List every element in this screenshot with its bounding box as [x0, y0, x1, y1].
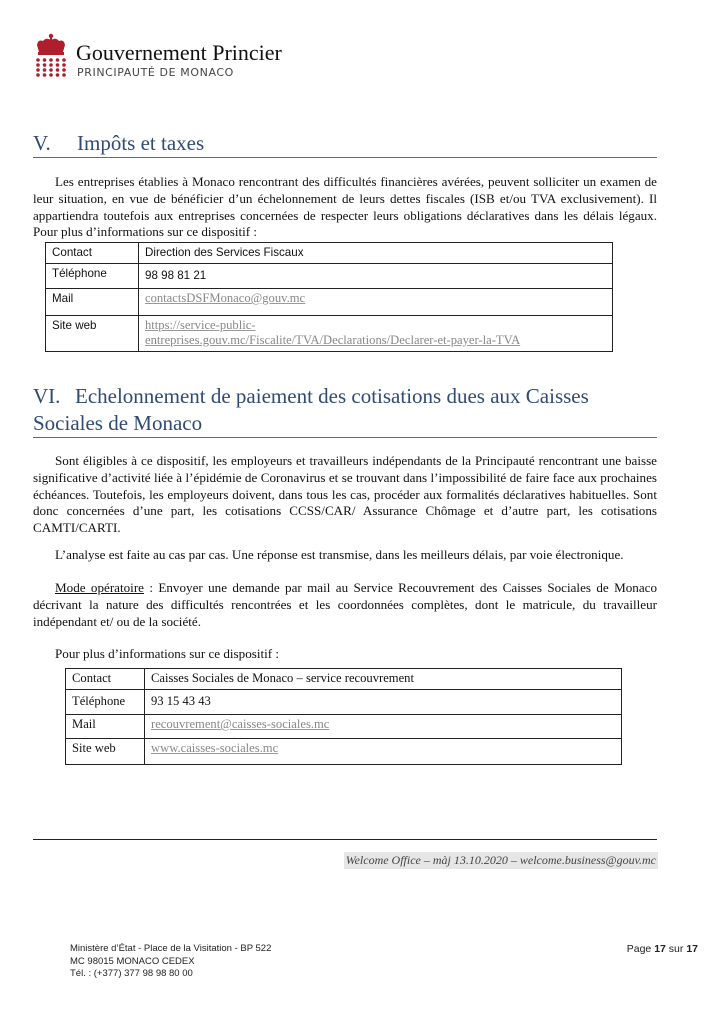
website-link-line2[interactable]: entreprises.gouv.mc/Fiscalite/TVA/Declarations/Declarer-et-payer-la-TVA [145, 333, 521, 347]
monaco-crown-logo-icon [34, 33, 68, 79]
row-label: Site web [46, 316, 139, 352]
contact-value: Caisses Sociales de Monaco – service recouvrement [145, 669, 622, 690]
table-row [66, 690, 622, 715]
section-6-mode-paragraph [33, 580, 657, 630]
section-6-number: VI. [33, 384, 61, 408]
page-separator: sur [665, 943, 687, 955]
row-label: Téléphone [66, 690, 145, 715]
mode-text: : Envoyer une demande par mail au Service Recouvrement des Caisses Sociales de Monaco décrivant la nature des difficultés rencontrées et les coordonnées complètes, dont le matricule, du travailleur indépendant et/ ou de la société. [33, 580, 657, 629]
row-label: Contact [66, 669, 145, 690]
table-row [46, 243, 613, 264]
section-5-rule [33, 157, 657, 158]
table-row [46, 316, 613, 352]
section-5-paragraph: Les entreprises établies à Monaco rencontrant des difficultés financières avérées, peuvent solliciter un examen de leur situation, en vue de bénéficier d’un échelonnement de leurs dettes fiscales (ISB et/ou TVA exclusivement). Il appartiendra toutefois aux entreprises concernées de respecter leurs obligations déclaratives dans les délais légaux. Pour plus d’informations sur ce dispositif : [33, 174, 657, 240]
table-row [66, 669, 622, 690]
row-label: Mail [46, 289, 139, 316]
page-number [627, 943, 698, 955]
table-row [66, 739, 622, 765]
mail-link[interactable]: recouvrement@caisses-sociales.mc [145, 715, 622, 739]
row-label: Mail [66, 715, 145, 739]
page-total: 17 [686, 943, 698, 955]
section-5-contact-table [45, 242, 613, 352]
footer-divider [33, 839, 657, 840]
page-current: 17 [654, 943, 666, 955]
section-6-heading [33, 383, 673, 437]
table-row [46, 264, 613, 289]
org-title: Gouvernement Princier [76, 40, 282, 65]
row-label: Contact [46, 243, 139, 264]
address-line-2: MC 98015 MONACO CEDEX [70, 955, 195, 967]
section-6-paragraph-1: Sont éligibles à ce dispositif, les employeurs et travailleurs indépendants de la Principauté rencontrant une baisse significative d’activité liée à l’épidémie de Coronavirus et se trouvant dans l’impossibilité de faire face aux prochaines échéances. Toutefois, les employeurs doivent, dans tous les cas, procéder aux formalités déclaratives habituelles. Sont donc concernées d’une part, les cotisations CCSS/CAR/ Assurance Chômage et d’autre part, les cotisations CAMTI/CARTI. [33, 453, 657, 536]
website-link[interactable] [139, 316, 613, 352]
address-line-1: Ministère d’État - Place de la Visitation - BP 522 [70, 943, 272, 954]
table-row [66, 715, 622, 739]
section-6-paragraph-3: Pour plus d’informations sur ce dispositif : [55, 646, 280, 661]
section-6-rule [33, 437, 657, 438]
row-label: Téléphone [46, 264, 139, 289]
org-subtitle: PRINCIPAUTÉ DE MONACO [77, 66, 234, 79]
section-5-heading [33, 131, 204, 156]
mode-label: Mode opératoire [55, 580, 144, 595]
contact-value: Direction des Services Fiscaux [139, 243, 613, 264]
website-link[interactable]: www.caisses-sociales.mc [145, 739, 622, 765]
phone-value: 98 98 81 21 [139, 264, 613, 289]
section-6-paragraph-2: L’analyse est faite au cas par cas. Une réponse est transmise, dans les meilleurs délais, par voie électronique. [55, 547, 624, 562]
website-link-line1[interactable]: https://service-public- [145, 318, 256, 332]
section-5-title: Impôts et taxes [77, 131, 205, 155]
row-label: Site web [66, 739, 145, 765]
footer-note: Welcome Office – màj 13.10.2020 – welcome.business@gouv.mc [345, 853, 656, 867]
address-line-3: Tél. : (+377) 377 98 98 80 00 [70, 968, 193, 979]
section-6-title-line1: Echelonnement de paiement des cotisations dues aux Caisses [75, 384, 589, 408]
table-row [46, 289, 613, 316]
phone-value: 93 15 43 43 [145, 690, 622, 715]
section-6-contact-table [65, 668, 622, 765]
ministry-address [70, 943, 271, 981]
section-6-title-line2: Sociales de Monaco [33, 411, 203, 435]
mail-link[interactable]: contactsDSFMonaco@gouv.mc [139, 289, 613, 316]
page-prefix: Page [626, 943, 655, 955]
section-5-number: V. [33, 131, 51, 155]
